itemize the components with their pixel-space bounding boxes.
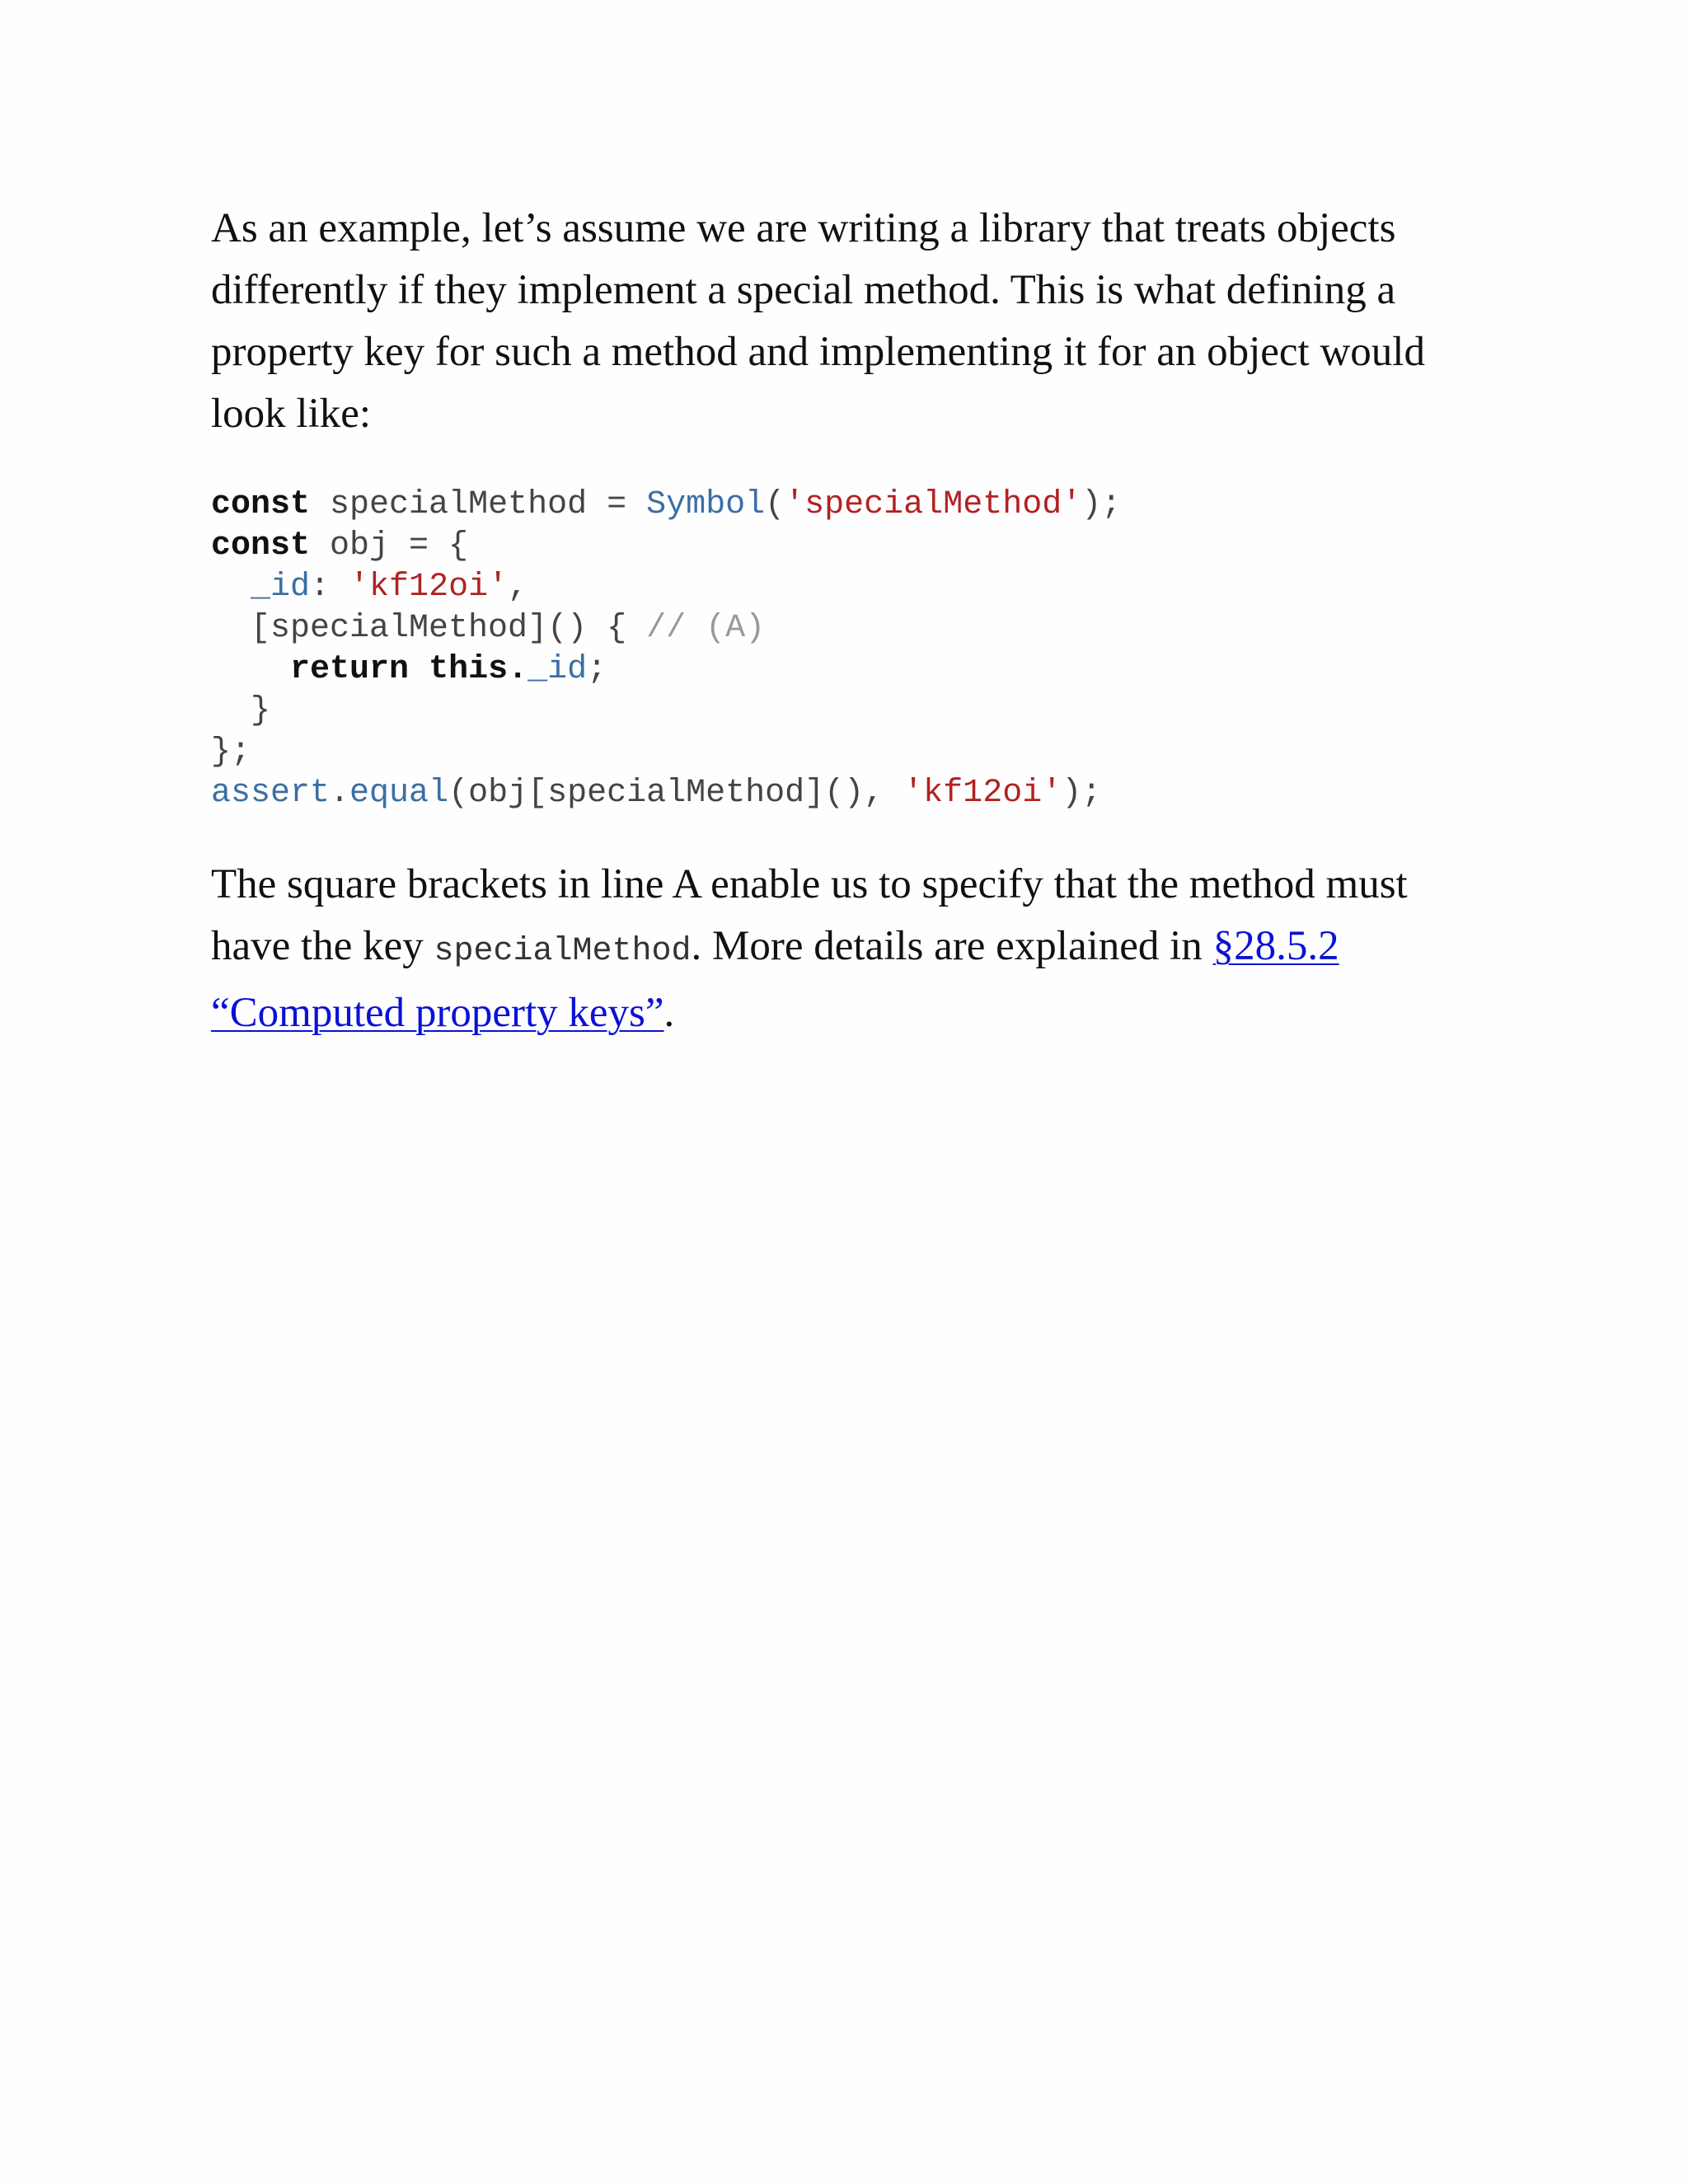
code-line-1 — [211, 485, 1497, 526]
code-text: } — [211, 692, 271, 729]
keyword: this. — [429, 651, 528, 688]
outro-paragraph — [211, 854, 1497, 1044]
code-method: equal — [349, 775, 449, 812]
code-text: (obj[specialMethod](), — [448, 775, 904, 812]
code-string: 'kf12oi' — [349, 569, 509, 606]
code-line-8 — [211, 773, 1497, 814]
code-text — [409, 651, 429, 688]
code-line-6 — [211, 691, 1497, 732]
document-page — [211, 198, 1497, 1044]
code-indent — [211, 651, 290, 688]
code-text: . — [330, 775, 350, 812]
code-text: }; — [211, 733, 251, 771]
code-text: ); — [1081, 486, 1122, 523]
code-object: assert — [211, 775, 331, 812]
code-string: 'specialMethod' — [785, 486, 1082, 523]
code-text: : — [310, 569, 350, 606]
keyword: return — [290, 651, 410, 688]
outro-text: The square brackets in line A enable us to specify that the method must have the key — [211, 861, 1408, 969]
inline-code: specialMethod — [434, 933, 692, 970]
outro-text: . More details are explained in — [691, 923, 1213, 969]
code-text: ( — [765, 486, 785, 523]
code-text: [specialMethod]() { — [211, 610, 647, 647]
code-text: obj = { — [310, 527, 469, 565]
code-property: _id — [251, 569, 311, 606]
intro-paragraph: As an example, let’s assume we are writing a library that treats objects differently if they implement a special method. This is what defining a property key for such a method and implementing it for an object would look like: — [211, 205, 1425, 437]
code-text: specialMethod = — [310, 486, 647, 523]
code-block — [211, 485, 1497, 814]
code-comment: // (A) — [646, 610, 766, 647]
keyword: const — [211, 486, 311, 523]
code-property: _id — [528, 651, 588, 688]
computed-property-keys-link[interactable]: §28.5.2 “Computed property keys” — [211, 923, 1339, 1036]
outro-text: . — [663, 990, 675, 1036]
code-text: , — [508, 569, 528, 606]
code-text: ); — [1062, 775, 1102, 812]
code-line-5 — [211, 649, 1497, 691]
code-text: ; — [587, 651, 607, 688]
code-function: Symbol — [646, 486, 766, 523]
code-string: 'kf12oi' — [903, 775, 1062, 812]
code-line-4 — [211, 608, 1497, 649]
keyword: const — [211, 527, 311, 565]
code-line-7 — [211, 732, 1497, 773]
code-line-2 — [211, 526, 1497, 567]
code-indent — [211, 569, 251, 606]
code-line-3 — [211, 567, 1497, 608]
